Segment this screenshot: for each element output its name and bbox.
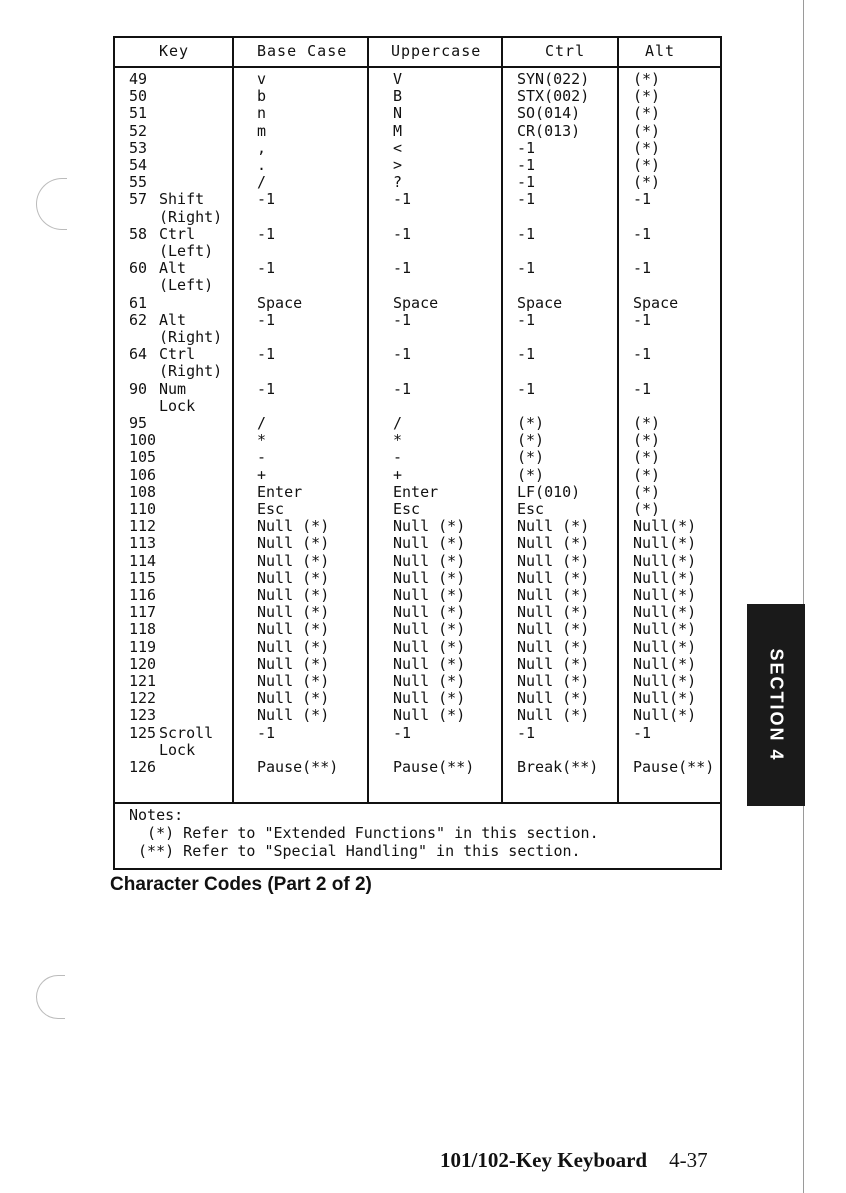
base-case-value: -1: [257, 190, 276, 209]
base-case-value: .: [257, 156, 267, 174]
table-row: [115, 157, 720, 174]
alt-value: Null(*): [633, 603, 697, 622]
uppercase-value: /: [393, 414, 403, 432]
base-case-value: *: [257, 431, 267, 450]
ctrl-value: Null (*): [517, 706, 590, 725]
table-row: [115, 690, 720, 707]
alt-value: (*): [633, 465, 661, 484]
uppercase-value: Null (*): [393, 654, 466, 673]
base-case-value: Esc: [257, 500, 285, 518]
alt-value: Null(*): [633, 534, 697, 553]
notes-block: [129, 806, 719, 860]
key-code: 55: [129, 173, 148, 192]
key-code: 49: [129, 70, 148, 88]
key-code: 115: [129, 568, 157, 587]
base-case-value: Null (*): [257, 654, 330, 673]
ctrl-value: Null (*): [517, 689, 590, 708]
key-code: 123: [129, 706, 157, 725]
ctrl-value: -1: [517, 723, 536, 742]
ctrl-value: -1: [517, 379, 536, 398]
uppercase-value: Space: [393, 293, 439, 312]
table-row: [115, 105, 720, 122]
table-header: [115, 38, 720, 68]
base-case-value: Enter: [257, 482, 303, 501]
key-code: 54: [129, 156, 148, 174]
alt-value: (*): [633, 482, 661, 501]
base-case-value: +: [257, 465, 267, 484]
table-row: [115, 174, 720, 191]
key-name: Ctrl: [159, 345, 196, 364]
uppercase-value: B: [393, 87, 403, 106]
key-code: 120: [129, 654, 157, 673]
key-name: (Left): [159, 276, 214, 295]
table-row: [115, 449, 720, 466]
uppercase-value: Null (*): [393, 620, 466, 639]
key-code: 50: [129, 87, 148, 106]
uppercase-value: Null (*): [393, 586, 466, 604]
key-name: (Right): [159, 328, 223, 346]
key-code: 126: [129, 758, 157, 776]
base-case-value: Space: [257, 293, 303, 312]
alt-value: Null(*): [633, 517, 697, 536]
table-row: [115, 346, 720, 363]
key-code: 52: [129, 121, 148, 140]
key-name: Alt: [159, 259, 187, 278]
key-name: Scroll: [159, 723, 214, 742]
uppercase-value: Null (*): [393, 603, 466, 622]
uppercase-value: Null (*): [393, 689, 466, 708]
base-case-value: -1: [257, 345, 276, 364]
table-row: [115, 553, 720, 570]
uppercase-value: V: [393, 70, 403, 88]
table-row: [115, 587, 720, 604]
ctrl-value: SYN(022): [517, 70, 590, 88]
table-row: [115, 381, 720, 398]
uppercase-value: -1: [393, 190, 412, 209]
uppercase-value: >: [393, 156, 403, 174]
alt-value: Null(*): [633, 551, 697, 570]
key-code: 90: [129, 379, 148, 398]
header-key: Key: [159, 42, 190, 60]
section-tab: [747, 604, 805, 806]
uppercase-value: Null (*): [393, 672, 466, 690]
key-code: 119: [129, 637, 157, 656]
ctrl-value: Break(**): [517, 758, 599, 776]
uppercase-value: Pause(**): [393, 758, 475, 776]
key-code: 113: [129, 534, 157, 553]
character-codes-table: [113, 36, 722, 870]
ctrl-value: Null (*): [517, 620, 590, 639]
key-code: 62: [129, 310, 148, 329]
table-row: [115, 226, 720, 243]
uppercase-value: Null (*): [393, 517, 466, 536]
alt-value: Null(*): [633, 654, 697, 673]
uppercase-value: ?: [393, 173, 403, 192]
notes-title: Notes:: [129, 806, 184, 824]
uppercase-value: Null (*): [393, 534, 466, 553]
footer-title: 101/102-Key Keyboard: [440, 1148, 648, 1172]
base-case-value: Null (*): [257, 603, 330, 622]
uppercase-value: <: [393, 138, 403, 157]
ctrl-value: Null (*): [517, 672, 590, 690]
header-base-case: Base Case: [257, 42, 348, 60]
alt-value: (*): [633, 138, 661, 157]
uppercase-value: +: [393, 465, 403, 484]
base-case-value: Pause(**): [257, 758, 339, 776]
uppercase-value: Enter: [393, 482, 439, 501]
key-code: 95: [129, 414, 148, 432]
table-row: [115, 277, 720, 294]
ctrl-value: Null (*): [517, 517, 590, 536]
base-case-value: -1: [257, 224, 276, 243]
uppercase-value: -1: [393, 259, 412, 278]
base-case-value: m: [257, 121, 267, 140]
alt-value: -1: [633, 345, 652, 364]
alt-value: Null(*): [633, 706, 697, 725]
table-row: [115, 725, 720, 742]
base-case-value: -1: [257, 379, 276, 398]
scan-artifact: [36, 975, 65, 1019]
key-code: 112: [129, 517, 157, 536]
base-case-value: /: [257, 414, 267, 432]
table-row: [115, 656, 720, 673]
ctrl-value: SO(014): [517, 104, 581, 123]
base-case-value: Null (*): [257, 517, 330, 536]
alt-value: -1: [633, 190, 652, 209]
alt-value: (*): [633, 70, 661, 88]
base-case-value: Null (*): [257, 586, 330, 604]
ctrl-value: -1: [517, 156, 536, 174]
page-number: 4-37: [669, 1148, 708, 1172]
alt-value: (*): [633, 448, 661, 467]
alt-value: Null(*): [633, 637, 697, 656]
uppercase-value: Null (*): [393, 551, 466, 570]
uppercase-value: -: [393, 448, 403, 467]
base-case-value: -: [257, 448, 267, 467]
table-row: [115, 363, 720, 380]
table-row: [115, 243, 720, 260]
table-row: [115, 260, 720, 277]
ctrl-value: LF(010): [517, 482, 581, 501]
table-row: [115, 140, 720, 157]
table-row: [115, 639, 720, 656]
table-row: [115, 312, 720, 329]
key-code: 114: [129, 551, 157, 570]
key-code: 106: [129, 465, 157, 484]
base-case-value: b: [257, 87, 267, 106]
ctrl-value: Esc: [517, 500, 545, 518]
alt-value: (*): [633, 87, 661, 106]
key-code: 116: [129, 586, 157, 604]
uppercase-value: Null (*): [393, 706, 466, 725]
base-case-value: /: [257, 173, 267, 192]
ctrl-value: STX(002): [517, 87, 590, 106]
ctrl-value: Null (*): [517, 654, 590, 673]
ctrl-value: Null (*): [517, 568, 590, 587]
ctrl-value: -1: [517, 138, 536, 157]
key-code: 110: [129, 500, 157, 518]
alt-value: -1: [633, 310, 652, 329]
table-row: [115, 673, 720, 690]
alt-value: Pause(**): [633, 758, 715, 776]
key-code: 117: [129, 603, 157, 622]
key-code: 51: [129, 104, 148, 123]
ctrl-value: -1: [517, 310, 536, 329]
key-code: 53: [129, 138, 148, 157]
ctrl-value: Null (*): [517, 551, 590, 570]
page-edge-rule: [803, 0, 804, 1193]
base-case-value: Null (*): [257, 534, 330, 553]
ctrl-value: -1: [517, 190, 536, 209]
alt-value: (*): [633, 431, 661, 450]
ctrl-value: -1: [517, 173, 536, 192]
uppercase-value: -1: [393, 224, 412, 243]
uppercase-value: M: [393, 121, 403, 140]
table-row: [115, 484, 720, 501]
base-case-value: n: [257, 104, 267, 123]
key-code: 60: [129, 259, 148, 278]
notes-line-extended-functions: (*) Refer to "Extended Functions" in this section.: [129, 824, 599, 842]
alt-value: -1: [633, 224, 652, 243]
key-name: Lock: [159, 396, 196, 415]
key-code: 121: [129, 672, 157, 690]
alt-value: (*): [633, 121, 661, 140]
header-alt: Alt: [645, 42, 676, 60]
uppercase-value: Null (*): [393, 637, 466, 656]
table-row: [115, 88, 720, 105]
key-name: (Right): [159, 362, 223, 381]
key-name: Ctrl: [159, 224, 196, 243]
ctrl-value: CR(013): [517, 121, 581, 140]
alt-value: -1: [633, 379, 652, 398]
section-tab-label: SECTION 4: [766, 648, 787, 762]
key-code: 100: [129, 431, 157, 450]
uppercase-value: Null (*): [393, 568, 466, 587]
table-row: [115, 604, 720, 621]
uppercase-value: -1: [393, 379, 412, 398]
key-name: (Left): [159, 242, 214, 260]
table-row: [115, 518, 720, 535]
table-row: [115, 570, 720, 587]
ctrl-value: Null (*): [517, 603, 590, 622]
alt-value: (*): [633, 104, 661, 123]
alt-value: Null(*): [633, 586, 697, 604]
alt-value: (*): [633, 156, 661, 174]
table-row: [115, 71, 720, 88]
ctrl-value: -1: [517, 345, 536, 364]
alt-value: (*): [633, 173, 661, 192]
key-code: 122: [129, 689, 157, 708]
scan-artifact: [36, 178, 67, 230]
key-code: 57: [129, 190, 148, 209]
base-case-value: Null (*): [257, 637, 330, 656]
alt-value: (*): [633, 414, 661, 432]
table-row: [115, 329, 720, 346]
table-row: [115, 209, 720, 226]
alt-value: (*): [633, 500, 661, 518]
ctrl-value: Null (*): [517, 586, 590, 604]
table-row: [115, 742, 720, 759]
key-name: (Right): [159, 207, 223, 226]
ctrl-value: (*): [517, 431, 545, 450]
table-row: [115, 415, 720, 432]
ctrl-value: Null (*): [517, 637, 590, 656]
base-case-value: Null (*): [257, 551, 330, 570]
alt-value: Null(*): [633, 568, 697, 587]
table-caption: Character Codes (Part 2 of 2): [110, 874, 372, 895]
key-name: Alt: [159, 310, 187, 329]
base-case-value: -1: [257, 310, 276, 329]
header-uppercase: Uppercase: [391, 42, 482, 60]
key-name: Num: [159, 379, 187, 398]
ctrl-value: -1: [517, 259, 536, 278]
table-row: [115, 123, 720, 140]
key-code: 64: [129, 345, 148, 364]
base-case-value: Null (*): [257, 706, 330, 725]
key-name: Shift: [159, 190, 205, 209]
key-code: 118: [129, 620, 157, 639]
table-row: [115, 621, 720, 638]
alt-value: -1: [633, 259, 652, 278]
table-row: [115, 398, 720, 415]
key-code: 61: [129, 293, 148, 312]
ctrl-value: -1: [517, 224, 536, 243]
table-row: [115, 759, 720, 776]
table-row: [115, 501, 720, 518]
alt-value: Null(*): [633, 672, 697, 690]
table-row: [115, 707, 720, 724]
ctrl-value: (*): [517, 465, 545, 484]
key-code: 125: [129, 723, 157, 742]
ctrl-value: (*): [517, 448, 545, 467]
uppercase-value: -1: [393, 345, 412, 364]
base-case-value: v: [257, 70, 267, 88]
key-code: 105: [129, 448, 157, 467]
uppercase-value: *: [393, 431, 403, 450]
ctrl-value: Space: [517, 293, 563, 312]
key-code: 108: [129, 482, 157, 501]
ctrl-value: Null (*): [517, 534, 590, 553]
ctrl-value: (*): [517, 414, 545, 432]
header-ctrl: Ctrl: [545, 42, 586, 60]
uppercase-value: N: [393, 104, 403, 123]
uppercase-value: -1: [393, 310, 412, 329]
base-case-value: -1: [257, 259, 276, 278]
table-row: [115, 432, 720, 449]
table-row: [115, 191, 720, 208]
page-footer: [440, 1148, 708, 1173]
alt-value: -1: [633, 723, 652, 742]
uppercase-value: Esc: [393, 500, 421, 518]
key-name: Lock: [159, 740, 196, 759]
base-case-value: Null (*): [257, 689, 330, 708]
table-body: [115, 71, 720, 801]
alt-value: Null(*): [633, 689, 697, 708]
uppercase-value: -1: [393, 723, 412, 742]
notes-line-special-handling: (**) Refer to "Special Handling" in this section.: [129, 842, 581, 860]
table-row: [115, 467, 720, 484]
base-case-value: Null (*): [257, 672, 330, 690]
base-case-value: -1: [257, 723, 276, 742]
base-case-value: Null (*): [257, 620, 330, 639]
key-code: 58: [129, 224, 148, 243]
base-case-value: ,: [257, 138, 267, 157]
table-row: [115, 535, 720, 552]
base-case-value: Null (*): [257, 568, 330, 587]
alt-value: Null(*): [633, 620, 697, 639]
notes-divider: [115, 802, 720, 804]
alt-value: Space: [633, 293, 679, 312]
table-row: [115, 295, 720, 312]
